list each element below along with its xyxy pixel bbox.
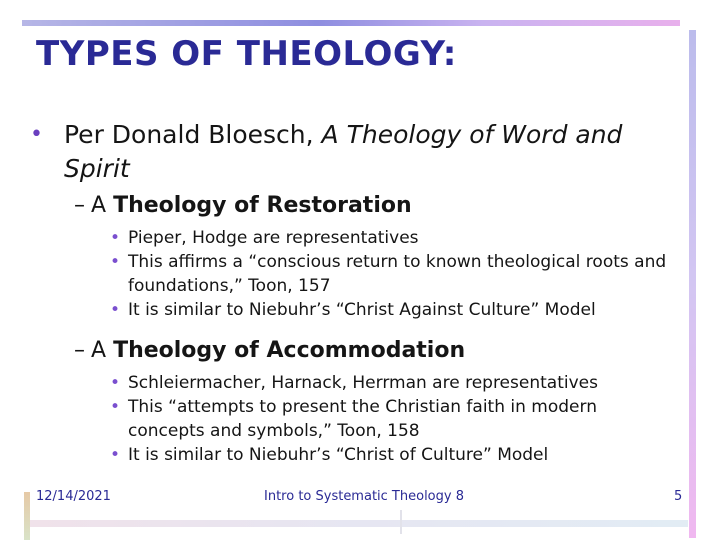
accommodation-bullets bbox=[110, 371, 670, 467]
dash-marker: – bbox=[74, 193, 85, 218]
right-accent-bar bbox=[689, 30, 696, 538]
bottom-accent-bar bbox=[30, 520, 688, 527]
restoration-bullets bbox=[110, 226, 670, 322]
section-heading-restoration bbox=[74, 192, 412, 220]
slide-title: TYPES OF THEOLOGY: bbox=[36, 34, 457, 74]
top-accent-bar bbox=[22, 20, 680, 26]
section-heading: Theology of Accommodation bbox=[113, 338, 466, 363]
section-heading: Theology of Restoration bbox=[113, 193, 412, 218]
list-item: • This “attempts to present the Christian faith in modern concepts and symbols,” Toon, 158 bbox=[110, 395, 670, 443]
intro-work-title: A Theology of Word and Spirit bbox=[64, 120, 623, 183]
section-lead: A bbox=[91, 338, 107, 363]
page-number: 5 bbox=[674, 489, 683, 504]
dash-marker: – bbox=[74, 338, 85, 363]
bottom-accent-tick bbox=[400, 510, 402, 534]
section-heading-accommodation bbox=[74, 337, 465, 365]
section-lead: A bbox=[91, 193, 107, 218]
list-item: • This affirms a “conscious return to known theological roots and foundations,” Toon, 157 bbox=[110, 250, 670, 298]
list-item: • Schleiermacher, Harnack, Herrman are representatives bbox=[110, 371, 670, 395]
left-accent-bar bbox=[24, 492, 30, 540]
intro-prefix: Per Donald Bloesch, bbox=[64, 120, 322, 149]
intro-bullet bbox=[30, 118, 664, 186]
footer-date: 12/14/2021 bbox=[36, 489, 111, 504]
list-item: • Pieper, Hodge are representatives bbox=[110, 226, 670, 250]
list-item: • It is similar to Niebuhr’s “Christ of Culture” Model bbox=[110, 443, 670, 467]
footer-title: Intro to Systematic Theology 8 bbox=[264, 489, 464, 504]
bullet-icon: • bbox=[30, 122, 43, 147]
list-item: • It is similar to Niebuhr’s “Christ Against Culture” Model bbox=[110, 298, 670, 322]
